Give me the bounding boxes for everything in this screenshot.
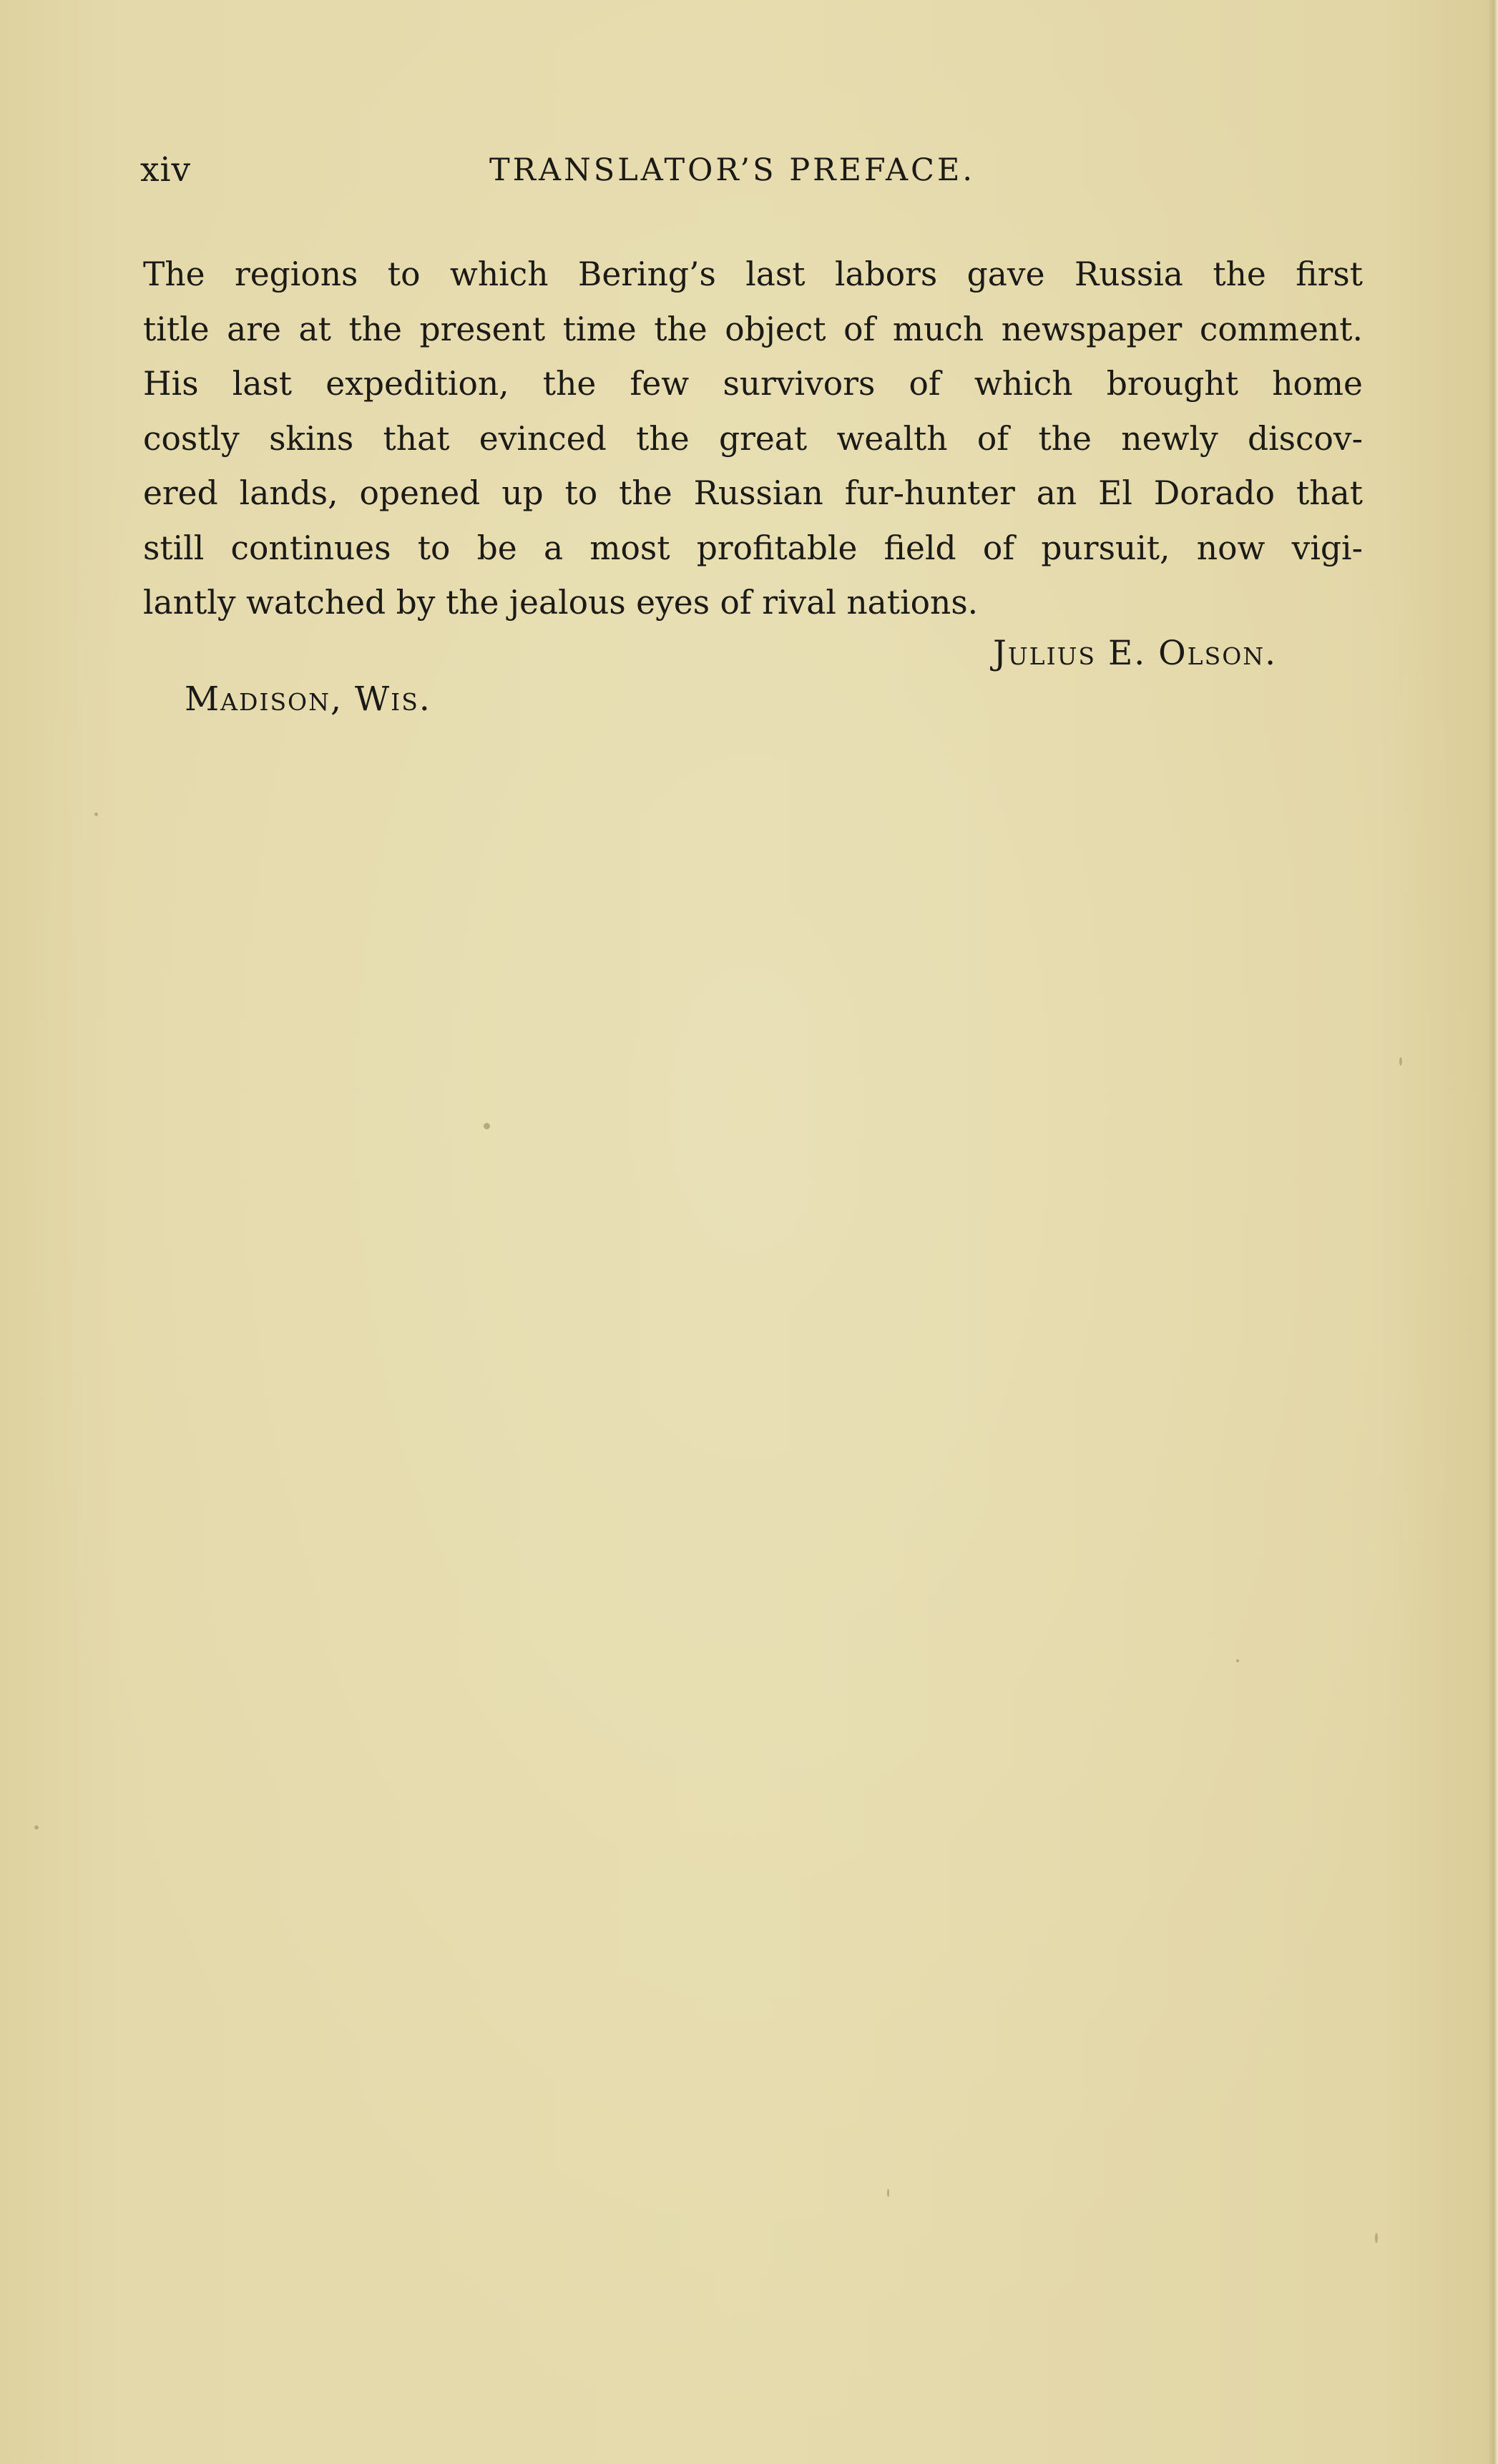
paper-speck [34,1825,39,1830]
text-line-5: ered lands, opened up to the Russian fur-hunter an El Dorado that [143,474,1363,512]
translator-signature: Julius E. Olson. [993,634,1278,673]
signature-place: Madison, Wis. [185,679,431,719]
paper-speck [887,2189,889,2197]
preface-paragraph [143,247,1363,631]
paper-speck [1399,1057,1402,1066]
text-line-6: still continues to be a most profitable field of pursuit, now vigi- [143,529,1363,567]
paper-speck [484,1123,490,1129]
running-head [140,149,1006,192]
text-line-2: title are at the present time the object of much newspaper comment. [143,310,1363,348]
text-line-3: His last expedition, the few survivors of which brought home [143,365,1363,403]
paper-speck [1375,2233,1378,2243]
page-number: xiv [140,150,192,190]
text-line-4: costly skins that evinced the great wealth of the newly discov- [143,419,1363,458]
paper-speck [94,813,98,816]
running-title: TRANSLATOR’S PREFACE. [489,152,976,188]
text-line-1: The regions to which Bering’s last labors gave Russia the first [143,255,1363,293]
paper-speck [1236,1659,1239,1662]
text-line-7: lantly watched by the jealous eyes of rival nations. [143,584,979,622]
page-edge [1488,0,1498,2464]
